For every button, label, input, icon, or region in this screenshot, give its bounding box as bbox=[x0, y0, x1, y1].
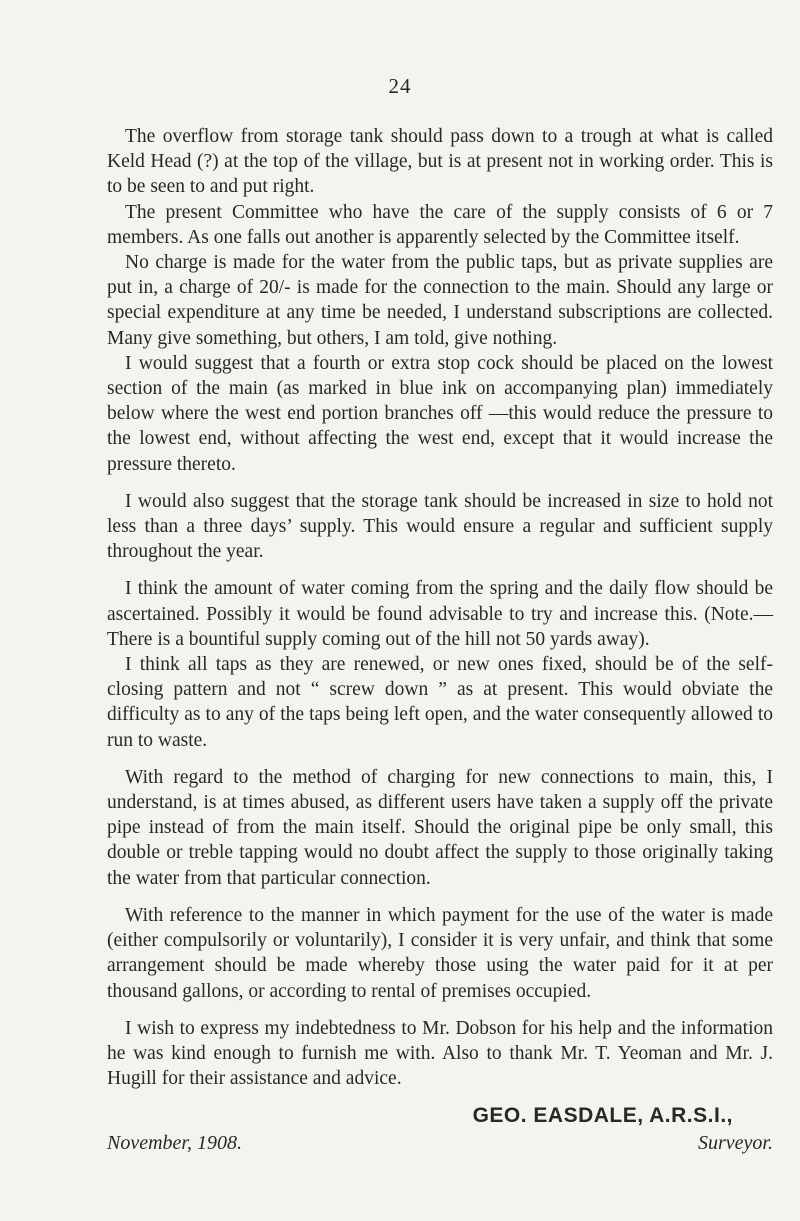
paragraph-overflow: The overflow from storage tank should pass down to a trough at what is called Keld Head (?) at the top of the village, but is at present not in working order. This is to be seen to and put right. bbox=[107, 126, 773, 198]
paragraph-stop-cock: I would suggest that a fourth or extra stop cock should be placed on the lowest section of the main (as marked in blue ink on accompanying plan) immediately below where the west end portion branches off —this would reduce the pressure to the lowest end, without affecting the west end, except that it would increase the pressure thereto. bbox=[107, 352, 773, 475]
paragraph-spring-flow: I think the amount of water coming from the spring and the daily flow should be ascertained. Possibly it would be found advisable to try and increase this. (Note.—There is a bountiful supply coming out of the hill not 50 yards away). bbox=[107, 578, 773, 650]
paragraph-charges: No charge is made for the water from the public taps, but as private supplies are put in, a charge of 20/- is made for the connection to the main. Should any large or special expenditure at any time be needed, I understand subscriptions are collected. Many give something, but others, I am told, give nothing. bbox=[107, 252, 773, 349]
page-number: 24 bbox=[388, 74, 412, 98]
paragraph-connections: With regard to the method of charging for new connections to main, this, I understand, is at times abused, as different users have taken a supply off the private pipe instead of from the main itself. Should the original pipe be only small, this double or treble tapping would no doubt affect the supply to those originally taking the water from that particular connection. bbox=[107, 766, 773, 889]
paragraph-self-closing-taps: I think all taps as they are renewed, or new ones fixed, should be of the self-closing pattern and not “ screw down ” as at present. This would obviate the difficulty as to any of the taps being left open, and the water consequently allowed to run to waste. bbox=[107, 654, 773, 751]
signature: GEO. EASDALE, A.R.S.I., bbox=[472, 1104, 733, 1128]
role: Surveyor. bbox=[698, 1132, 773, 1155]
paragraph-payment: With reference to the manner in which payment for the use of the water is made (either compulsorily or voluntarily), I consider it is very unfair, and think that some arrangement should be made whereby those using the water paid for it at per thousand gallons, or according to rental of premises occupied. bbox=[107, 904, 773, 1002]
paragraph-committee: The present Committee who have the care of the supply consists of 6 or 7 members. As one falls out another is apparently selected by the Committee itself. bbox=[107, 201, 773, 248]
date: November, 1908. bbox=[107, 1132, 242, 1155]
paragraph-storage-tank: I would also suggest that the storage tank should be increased in size to hold not less than a three days’ supply. This would ensure a regular and sufficient supply throughout the year. bbox=[107, 490, 773, 563]
footer-line bbox=[107, 1132, 773, 1155]
body-text bbox=[107, 124, 773, 1155]
paragraph-acknowledgements: I wish to express my indebtedness to Mr. Dobson for his help and the information he was kind enough to furnish me with. Also to thank Mr. T. Yeoman and Mr. J. Hugill for their assistance and advice. bbox=[107, 1017, 773, 1090]
